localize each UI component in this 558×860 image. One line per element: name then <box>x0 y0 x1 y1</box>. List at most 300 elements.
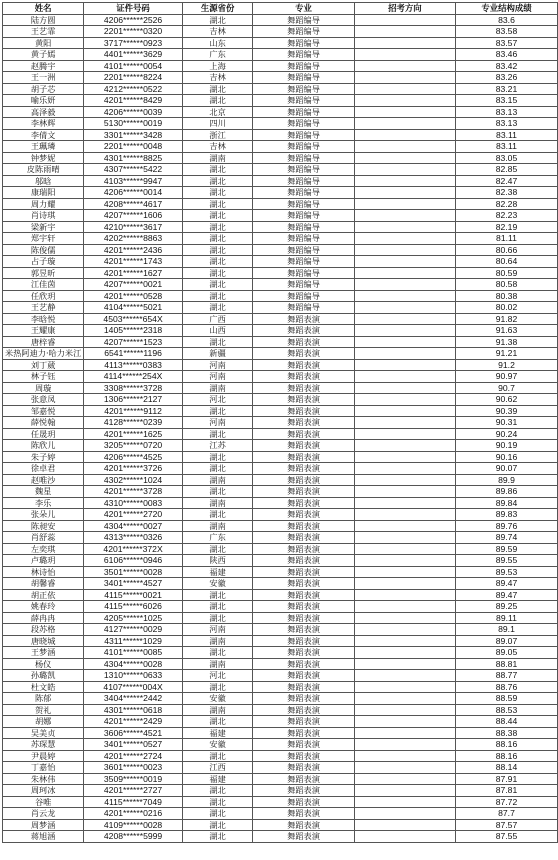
cell-score: 80.58 <box>455 279 557 291</box>
table-row <box>3 716 558 728</box>
cell-province: 江苏 <box>182 440 253 452</box>
cell-direction <box>354 532 455 544</box>
table-row <box>3 670 558 682</box>
cell-major: 舞蹈表演 <box>253 785 354 797</box>
table-row <box>3 256 558 268</box>
cell-score: 83.6 <box>455 14 557 26</box>
cell-score: 83.13 <box>455 118 557 130</box>
cell-score: 89.47 <box>455 589 557 601</box>
cell-id-number: 3308******3728 <box>84 382 183 394</box>
table-row <box>3 83 558 95</box>
cell-score: 80.59 <box>455 267 557 279</box>
cell-score: 89.83 <box>455 509 557 521</box>
cell-name: 林诗怡 <box>3 566 84 578</box>
cell-major: 舞蹈表演 <box>253 417 354 429</box>
cell-direction <box>354 670 455 682</box>
cell-direction <box>354 394 455 406</box>
cell-score: 88.16 <box>455 750 557 762</box>
cell-score: 87.72 <box>455 796 557 808</box>
cell-id-number: 4201******8429 <box>84 95 183 107</box>
cell-province: 湖南 <box>182 658 253 670</box>
cell-id-number: 4202******8863 <box>84 233 183 245</box>
cell-direction <box>354 118 455 130</box>
cell-major: 舞蹈编导 <box>253 49 354 61</box>
cell-score: 90.19 <box>455 440 557 452</box>
cell-id-number: 3301******3428 <box>84 129 183 141</box>
cell-major: 舞蹈编导 <box>253 141 354 153</box>
cell-major: 舞蹈编导 <box>253 164 354 176</box>
table-row <box>3 440 558 452</box>
cell-major: 舞蹈表演 <box>253 555 354 567</box>
cell-score: 91.82 <box>455 313 557 325</box>
cell-name: 高泽毅 <box>3 106 84 118</box>
cell-direction <box>354 440 455 452</box>
cell-major: 舞蹈编导 <box>253 83 354 95</box>
cell-province: 广西 <box>182 313 253 325</box>
table-row <box>3 394 558 406</box>
table-row <box>3 221 558 233</box>
cell-direction <box>354 72 455 84</box>
cell-score: 88.59 <box>455 693 557 705</box>
cell-province: 湖北 <box>182 819 253 831</box>
cell-score: 89.74 <box>455 532 557 544</box>
cell-score: 91.38 <box>455 336 557 348</box>
cell-major: 舞蹈表演 <box>253 796 354 808</box>
cell-id-number: 4201******1743 <box>84 256 183 268</box>
table-row <box>3 187 558 199</box>
cell-province: 湖北 <box>182 279 253 291</box>
cell-name: 贺礼 <box>3 704 84 716</box>
table-row <box>3 26 558 38</box>
cell-major: 舞蹈编导 <box>253 14 354 26</box>
table-row <box>3 612 558 624</box>
cell-major: 舞蹈编导 <box>253 95 354 107</box>
cell-direction <box>354 37 455 49</box>
cell-direction <box>354 382 455 394</box>
cell-major: 舞蹈编导 <box>253 72 354 84</box>
cell-province: 河南 <box>182 624 253 636</box>
cell-score: 88.76 <box>455 681 557 693</box>
cell-direction <box>354 417 455 429</box>
table-row <box>3 49 558 61</box>
cell-province: 山西 <box>182 325 253 337</box>
cell-direction <box>354 543 455 555</box>
cell-score: 89.55 <box>455 555 557 567</box>
cell-id-number: 4201******3726 <box>84 463 183 475</box>
cell-direction <box>354 279 455 291</box>
cell-score: 83.11 <box>455 129 557 141</box>
cell-province: 湖北 <box>182 428 253 440</box>
cell-name: 林子钰 <box>3 371 84 383</box>
cell-score: 90.97 <box>455 371 557 383</box>
cell-direction <box>354 60 455 72</box>
cell-province: 湖北 <box>182 808 253 820</box>
cell-major: 舞蹈表演 <box>253 313 354 325</box>
cell-id-number: 4208******5999 <box>84 831 183 843</box>
cell-id-number: 4201******2720 <box>84 509 183 521</box>
cell-name: 王梦涵 <box>3 647 84 659</box>
cell-major: 舞蹈表演 <box>253 612 354 624</box>
cell-score: 89.53 <box>455 566 557 578</box>
cell-province: 湖北 <box>182 463 253 475</box>
results-table <box>2 2 558 843</box>
cell-name: 钟梦妮 <box>3 152 84 164</box>
cell-major: 舞蹈编导 <box>253 37 354 49</box>
cell-name: 朱林伟 <box>3 773 84 785</box>
table-row <box>3 152 558 164</box>
table-row <box>3 95 558 107</box>
table-row <box>3 198 558 210</box>
cell-id-number: 4207******1606 <box>84 210 183 222</box>
cell-direction <box>354 555 455 567</box>
cell-name: 郑宇轩 <box>3 233 84 245</box>
cell-province: 湖北 <box>182 601 253 613</box>
cell-direction <box>354 635 455 647</box>
cell-direction <box>354 129 455 141</box>
cell-id-number: 4127******0029 <box>84 624 183 636</box>
cell-direction <box>354 95 455 107</box>
cell-id-number: 4113******0383 <box>84 359 183 371</box>
cell-name: 张朵儿 <box>3 509 84 521</box>
table-row <box>3 210 558 222</box>
cell-score: 89.47 <box>455 578 557 590</box>
cell-direction <box>354 624 455 636</box>
cell-name: 任晟玥 <box>3 428 84 440</box>
cell-id-number: 3717******0923 <box>84 37 183 49</box>
cell-score: 90.31 <box>455 417 557 429</box>
cell-direction <box>354 727 455 739</box>
cell-province: 湖北 <box>182 612 253 624</box>
cell-province: 湖北 <box>182 589 253 601</box>
cell-score: 83.15 <box>455 95 557 107</box>
cell-score: 82.23 <box>455 210 557 222</box>
cell-name: 王一洲 <box>3 72 84 84</box>
table-row <box>3 727 558 739</box>
cell-major: 舞蹈编导 <box>253 152 354 164</box>
cell-id-number: 4201******2429 <box>84 716 183 728</box>
header-name: 姓名 <box>3 3 84 15</box>
cell-province: 吉林 <box>182 141 253 153</box>
cell-id-number: 4208******4617 <box>84 198 183 210</box>
cell-name: 胡馨睿 <box>3 578 84 590</box>
table-row <box>3 267 558 279</box>
cell-province: 湖北 <box>182 336 253 348</box>
cell-name: 唐晓城 <box>3 635 84 647</box>
cell-id-number: 3601******0023 <box>84 762 183 774</box>
cell-score: 90.07 <box>455 463 557 475</box>
cell-id-number: 4201******9112 <box>84 405 183 417</box>
cell-id-number: 4115******7049 <box>84 796 183 808</box>
cell-score: 83.05 <box>455 152 557 164</box>
cell-id-number: 4304******0027 <box>84 520 183 532</box>
cell-province: 湖南 <box>182 382 253 394</box>
cell-major: 舞蹈表演 <box>253 566 354 578</box>
cell-name: 喻乐妍 <box>3 95 84 107</box>
cell-direction <box>354 371 455 383</box>
header-direction: 招考方向 <box>354 3 455 15</box>
cell-direction <box>354 175 455 187</box>
cell-province: 上海 <box>182 60 253 72</box>
cell-province: 湖北 <box>182 543 253 555</box>
cell-major: 舞蹈编导 <box>253 233 354 245</box>
cell-direction <box>354 152 455 164</box>
cell-score: 89.84 <box>455 497 557 509</box>
cell-major: 舞蹈表演 <box>253 359 354 371</box>
cell-direction <box>354 325 455 337</box>
cell-score: 83.26 <box>455 72 557 84</box>
cell-direction <box>354 428 455 440</box>
cell-province: 江西 <box>182 762 253 774</box>
cell-id-number: 4207******1523 <box>84 336 183 348</box>
cell-score: 80.38 <box>455 290 557 302</box>
cell-direction <box>354 463 455 475</box>
cell-province: 湖南 <box>182 635 253 647</box>
cell-name: 肖云龙 <box>3 808 84 820</box>
table-row <box>3 624 558 636</box>
cell-id-number: 4304******0028 <box>84 658 183 670</box>
cell-direction <box>354 233 455 245</box>
cell-name: 吴美贞 <box>3 727 84 739</box>
cell-province: 广东 <box>182 532 253 544</box>
cell-id-number: 4310******0083 <box>84 497 183 509</box>
cell-major: 舞蹈编导 <box>253 198 354 210</box>
cell-name: 姚春玲 <box>3 601 84 613</box>
cell-province: 湖北 <box>182 164 253 176</box>
table-row <box>3 785 558 797</box>
cell-name: 尹晨婷 <box>3 750 84 762</box>
cell-direction <box>354 14 455 26</box>
table-row <box>3 129 558 141</box>
cell-direction <box>354 187 455 199</box>
cell-major: 舞蹈编导 <box>253 106 354 118</box>
cell-direction <box>354 601 455 613</box>
cell-score: 83.11 <box>455 141 557 153</box>
cell-name: 李倩文 <box>3 129 84 141</box>
cell-province: 新疆 <box>182 348 253 360</box>
cell-name: 苏琛慧 <box>3 739 84 751</box>
table-row <box>3 336 558 348</box>
table-row <box>3 773 558 785</box>
cell-name: 张意凤 <box>3 394 84 406</box>
cell-name: 陈郁 <box>3 693 84 705</box>
cell-score: 87.7 <box>455 808 557 820</box>
cell-id-number: 4206******0039 <box>84 106 183 118</box>
table-row <box>3 313 558 325</box>
table-row <box>3 348 558 360</box>
cell-province: 湖北 <box>182 175 253 187</box>
cell-id-number: 6541******1196 <box>84 348 183 360</box>
cell-id-number: 4307******5422 <box>84 164 183 176</box>
cell-province: 福建 <box>182 773 253 785</box>
cell-score: 90.62 <box>455 394 557 406</box>
header-major: 专业 <box>253 3 354 15</box>
cell-direction <box>354 658 455 670</box>
cell-id-number: 4201******1627 <box>84 267 183 279</box>
cell-major: 舞蹈表演 <box>253 474 354 486</box>
cell-id-number: 2201******0048 <box>84 141 183 153</box>
cell-direction <box>354 198 455 210</box>
table-row <box>3 566 558 578</box>
cell-score: 90.39 <box>455 405 557 417</box>
cell-id-number: 2201******8224 <box>84 72 183 84</box>
cell-direction <box>354 819 455 831</box>
cell-major: 舞蹈表演 <box>253 486 354 498</box>
table-row <box>3 302 558 314</box>
cell-id-number: 4206******0014 <box>84 187 183 199</box>
cell-id-number: 3401******0527 <box>84 739 183 751</box>
cell-score: 89.59 <box>455 543 557 555</box>
cell-name: 梁新宇 <box>3 221 84 233</box>
cell-id-number: 4101******0085 <box>84 647 183 659</box>
table-row <box>3 164 558 176</box>
cell-score: 88.44 <box>455 716 557 728</box>
cell-score: 80.02 <box>455 302 557 314</box>
cell-name: 徐卓君 <box>3 463 84 475</box>
cell-name: 赵腾宇 <box>3 60 84 72</box>
cell-major: 舞蹈表演 <box>253 624 354 636</box>
cell-id-number: 3606******4521 <box>84 727 183 739</box>
cell-province: 湖北 <box>182 681 253 693</box>
cell-province: 湖北 <box>182 831 253 843</box>
cell-major: 舞蹈编导 <box>253 210 354 222</box>
cell-direction <box>354 164 455 176</box>
cell-name: 丁嘉怡 <box>3 762 84 774</box>
cell-score: 91.21 <box>455 348 557 360</box>
cell-direction <box>354 831 455 843</box>
cell-id-number: 6106******0946 <box>84 555 183 567</box>
cell-direction <box>354 348 455 360</box>
cell-major: 舞蹈编导 <box>253 302 354 314</box>
cell-province: 河南 <box>182 417 253 429</box>
cell-province: 湖北 <box>182 750 253 762</box>
cell-id-number: 4201******3728 <box>84 486 183 498</box>
cell-province: 湖北 <box>182 83 253 95</box>
cell-province: 湖北 <box>182 198 253 210</box>
cell-name: 肖诗琪 <box>3 210 84 222</box>
header-score: 专业结构成绩 <box>455 3 557 15</box>
cell-direction <box>354 49 455 61</box>
cell-direction <box>354 336 455 348</box>
table-row <box>3 417 558 429</box>
cell-province: 安徽 <box>182 693 253 705</box>
cell-name: 郭昱昕 <box>3 267 84 279</box>
cell-name: 王珮璘 <box>3 141 84 153</box>
cell-score: 89.07 <box>455 635 557 647</box>
cell-id-number: 4201******372X <box>84 543 183 555</box>
cell-province: 湖北 <box>182 256 253 268</box>
cell-direction <box>354 221 455 233</box>
cell-name: 孙璐凯 <box>3 670 84 682</box>
cell-name: 肖舒蕊 <box>3 532 84 544</box>
cell-province: 湖南 <box>182 497 253 509</box>
cell-province: 湖北 <box>182 509 253 521</box>
cell-major: 舞蹈表演 <box>253 681 354 693</box>
table-row <box>3 463 558 475</box>
cell-province: 安徽 <box>182 739 253 751</box>
cell-score: 89.86 <box>455 486 557 498</box>
cell-id-number: 4401******3629 <box>84 49 183 61</box>
cell-province: 北京 <box>182 106 253 118</box>
cell-province: 河北 <box>182 394 253 406</box>
cell-score: 82.28 <box>455 198 557 210</box>
cell-id-number: 3401******4527 <box>84 578 183 590</box>
header-row <box>3 3 558 15</box>
cell-major: 舞蹈表演 <box>253 831 354 843</box>
cell-score: 89.76 <box>455 520 557 532</box>
cell-major: 舞蹈表演 <box>253 589 354 601</box>
table-row <box>3 371 558 383</box>
cell-major: 舞蹈表演 <box>253 509 354 521</box>
cell-major: 舞蹈表演 <box>253 693 354 705</box>
cell-major: 舞蹈表演 <box>253 635 354 647</box>
cell-id-number: 4201******2724 <box>84 750 183 762</box>
cell-name: 胡正依 <box>3 589 84 601</box>
cell-direction <box>354 474 455 486</box>
cell-major: 舞蹈编导 <box>253 279 354 291</box>
table-row <box>3 808 558 820</box>
cell-name: 周璇 <box>3 382 84 394</box>
cell-id-number: 4114******254X <box>84 371 183 383</box>
cell-name: 黄阳 <box>3 37 84 49</box>
cell-province: 四川 <box>182 118 253 130</box>
cell-id-number: 1405******2318 <box>84 325 183 337</box>
cell-direction <box>354 497 455 509</box>
cell-major: 舞蹈编导 <box>253 290 354 302</box>
cell-major: 舞蹈编导 <box>253 221 354 233</box>
table-row <box>3 543 558 555</box>
cell-direction <box>354 26 455 38</box>
cell-province: 吉林 <box>182 26 253 38</box>
cell-direction <box>354 290 455 302</box>
table-row <box>3 647 558 659</box>
header-id-number: 证件号码 <box>84 3 183 15</box>
cell-id-number: 4103******9947 <box>84 175 183 187</box>
cell-direction <box>354 796 455 808</box>
cell-id-number: 3501******0028 <box>84 566 183 578</box>
cell-name: 陈昶安 <box>3 520 84 532</box>
table-row <box>3 589 558 601</box>
cell-major: 舞蹈表演 <box>253 704 354 716</box>
cell-major: 舞蹈表演 <box>253 750 354 762</box>
table-row <box>3 14 558 26</box>
cell-direction <box>354 693 455 705</box>
cell-major: 舞蹈编导 <box>253 175 354 187</box>
cell-direction <box>354 106 455 118</box>
cell-name: 邬晗 <box>3 175 84 187</box>
cell-province: 湖北 <box>182 796 253 808</box>
cell-id-number: 4201******2727 <box>84 785 183 797</box>
table-row <box>3 497 558 509</box>
cell-province: 湖北 <box>182 486 253 498</box>
cell-name: 蒋旭涵 <box>3 831 84 843</box>
cell-id-number: 4107******004X <box>84 681 183 693</box>
cell-province: 河北 <box>182 670 253 682</box>
cell-direction <box>354 359 455 371</box>
cell-major: 舞蹈表演 <box>253 428 354 440</box>
table-row <box>3 244 558 256</box>
cell-direction <box>354 520 455 532</box>
table-row <box>3 658 558 670</box>
cell-direction <box>354 808 455 820</box>
table-row <box>3 750 558 762</box>
table-row <box>3 520 558 532</box>
cell-direction <box>354 451 455 463</box>
cell-score: 83.42 <box>455 60 557 72</box>
cell-province: 山东 <box>182 37 253 49</box>
cell-id-number: 4201******1625 <box>84 428 183 440</box>
cell-name: 薛冉冉 <box>3 612 84 624</box>
cell-score: 81.11 <box>455 233 557 245</box>
